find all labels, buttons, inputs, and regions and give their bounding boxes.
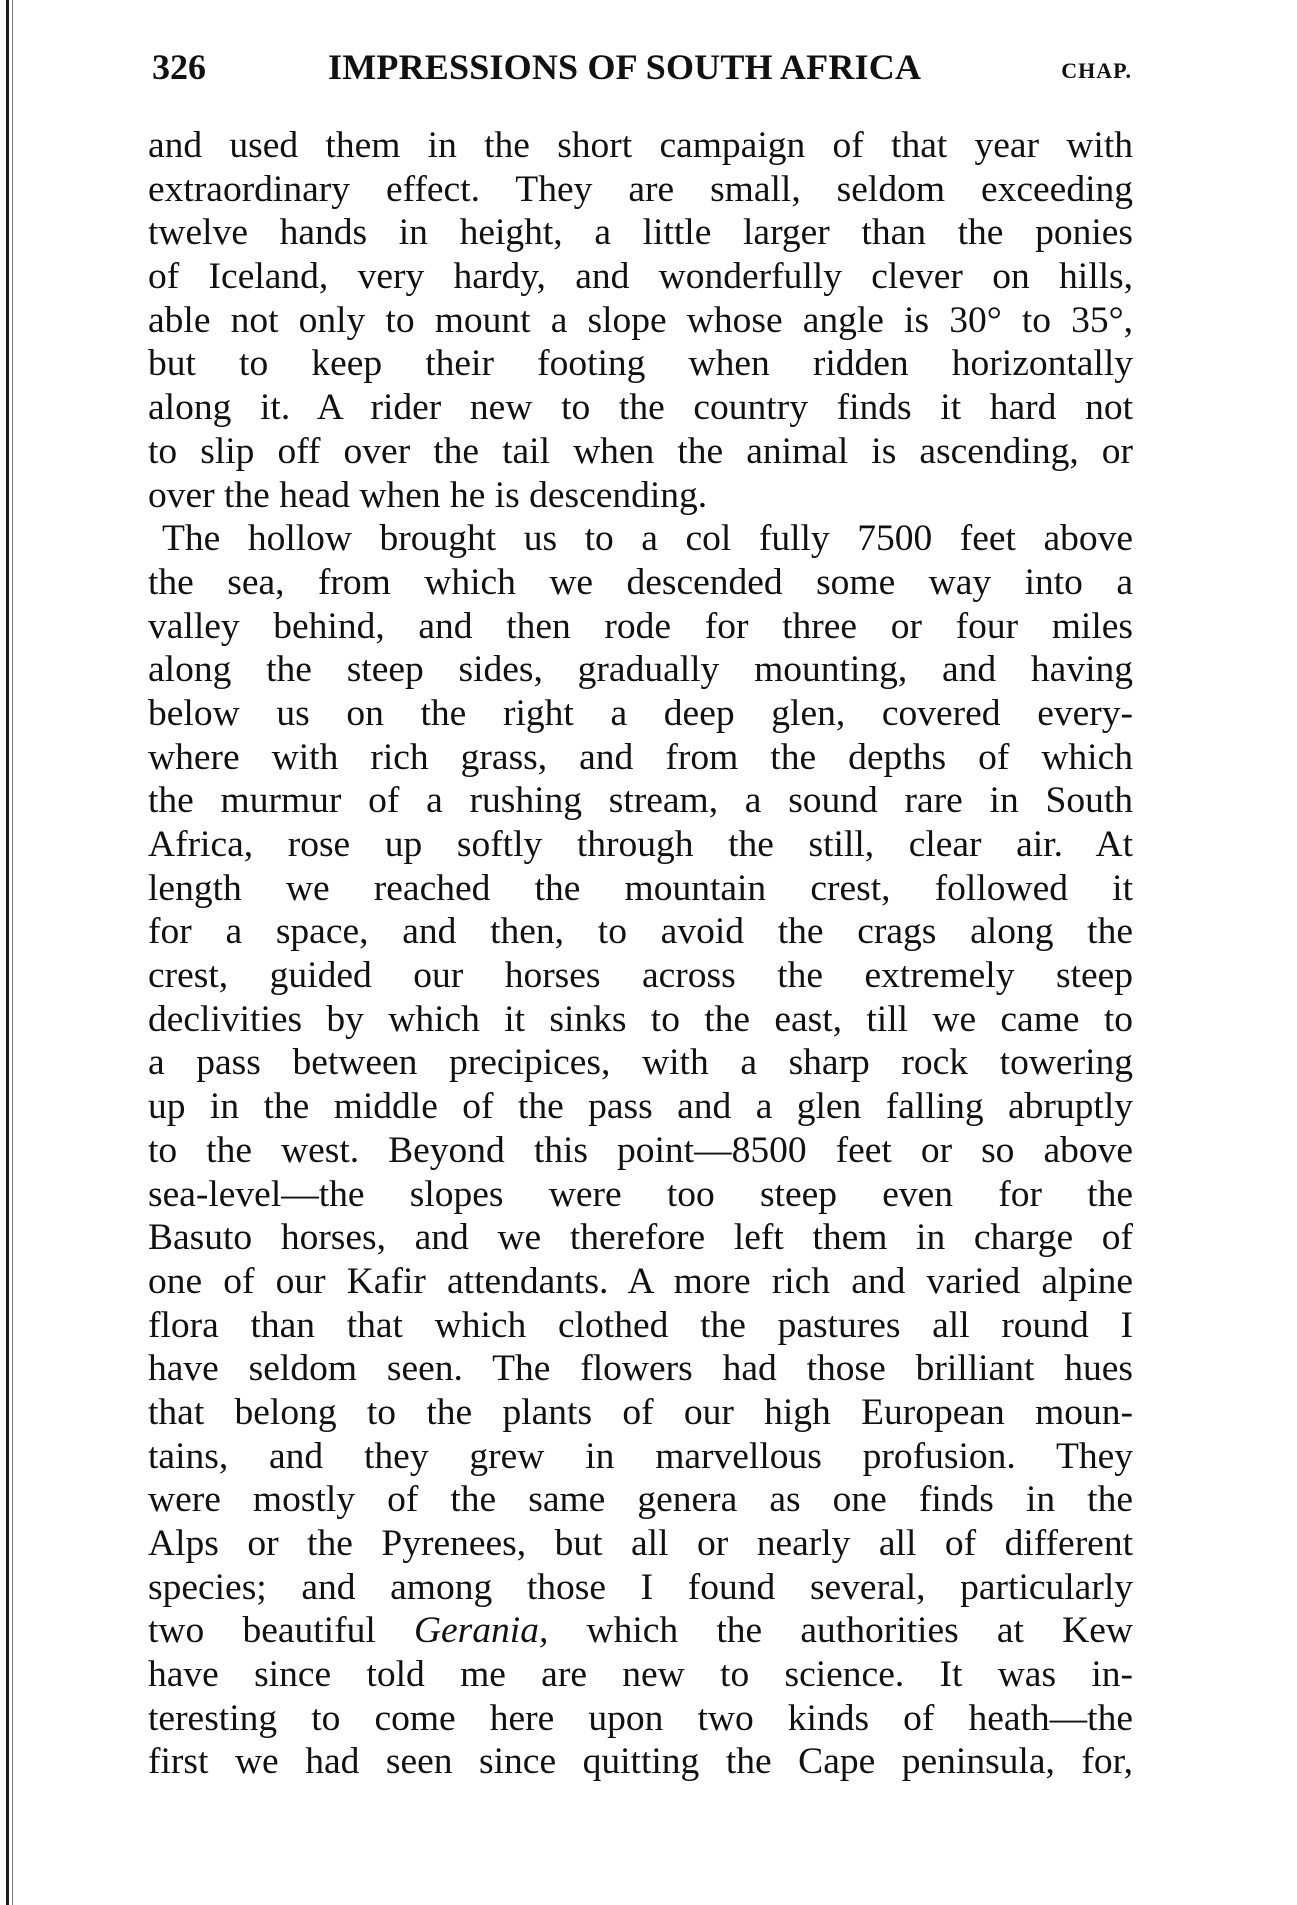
text-line: have since told me are new to science. It was in-: [148, 1654, 1133, 1696]
text-line: declivities by which it sinks to the east, till we came to: [148, 998, 1133, 1040]
text-line: were mostly of the same genera as one finds in the: [148, 1479, 1133, 1521]
page-edge-line-inner: [12, 0, 13, 1905]
text-line: to slip off over the tail when the animal is ascending, or: [148, 430, 1133, 472]
text-line: crest, guided our horses across the extremely steep: [148, 955, 1133, 997]
page-number: 326: [152, 47, 206, 87]
gerania-line-after: which the authorities at Kew: [548, 1610, 1133, 1652]
text-line: have seldom seen. The flowers had those brilliant hues: [148, 1348, 1133, 1390]
text-line: Alps or the Pyrenees, but all or nearly all of different: [148, 1523, 1133, 1564]
chapter-label: CHAP.: [1061, 58, 1132, 83]
text-line: sea-level—the slopes were too steep even for the: [148, 1173, 1133, 1215]
text-line: but to keep their footing when ridden horizontally: [148, 343, 1133, 385]
text-line: species; and among those I found several, particularly: [148, 1566, 1133, 1608]
text-line: of Iceland, very hardy, and wonderfully clever on hills,: [148, 256, 1133, 298]
text-line: extraordinary effect. They are small, seldom exceeding: [148, 168, 1133, 210]
text-line: valley behind, and then rode for three or four miles: [148, 605, 1133, 647]
text-line-gerania: [148, 1609, 1133, 1653]
text-line: and used them in the short campaign of that year with: [148, 125, 1133, 166]
text-line: one of our Kafir attendants. A more rich and varied alpine: [148, 1260, 1133, 1302]
text-line: twelve hands in height, a little larger than the ponies: [148, 212, 1133, 254]
gerania-italic-term: Gerania,: [413, 1610, 549, 1652]
text-line: that belong to the plants of our high European moun-: [148, 1391, 1133, 1433]
text-line: Basuto horses, and we therefore left them in charge of: [148, 1217, 1133, 1259]
text-line: for a space, and then, to avoid the crags along the: [148, 911, 1133, 953]
page-edge-line: [6, 0, 9, 1905]
text-line: a pass between precipices, with a sharp rock towering: [148, 1042, 1133, 1084]
text-line: the sea, from which we descended some way into a: [148, 561, 1133, 603]
text-line: length we reached the mountain crest, followed it: [148, 867, 1133, 909]
body-text: [148, 124, 1133, 1784]
text-line: below us on the right a deep glen, covered every-: [148, 692, 1133, 734]
text-line: teresting to come here upon two kinds of heath—the: [148, 1697, 1133, 1739]
running-title: IMPRESSIONS OF SOUTH AFRICA: [328, 47, 922, 87]
text-line: tains, and they grew in marvellous profusion. They: [148, 1435, 1133, 1477]
text-line: to the west. Beyond this point—8500 feet or so above: [148, 1129, 1133, 1171]
text-line: along the steep sides, gradually mounting, and having: [148, 649, 1133, 691]
text-line: Africa, rose up softly through the still, clear air. At: [148, 824, 1133, 865]
text-line: up in the middle of the pass and a glen falling abruptly: [148, 1086, 1133, 1128]
running-header: [152, 46, 1132, 96]
text-line: where with rich grass, and from the depths of which: [148, 736, 1133, 778]
paragraph-start-line: The hollow brought us to a col fully 7500 feet above: [162, 518, 1133, 560]
text-line: flora than that which clothed the pastures all round I: [148, 1304, 1133, 1346]
gerania-line-before: two beautiful: [148, 1610, 414, 1652]
text-line: able not only to mount a slope whose angle is 30° to 35°,: [148, 299, 1133, 341]
text-line: first we had seen since quitting the Cape peninsula, for,: [148, 1741, 1133, 1783]
text-line: along it. A rider new to the country finds it hard not: [148, 387, 1133, 429]
text-line: the murmur of a rushing stream, a sound rare in South: [148, 780, 1133, 822]
text-line: over the head when he is descending.: [148, 474, 708, 516]
